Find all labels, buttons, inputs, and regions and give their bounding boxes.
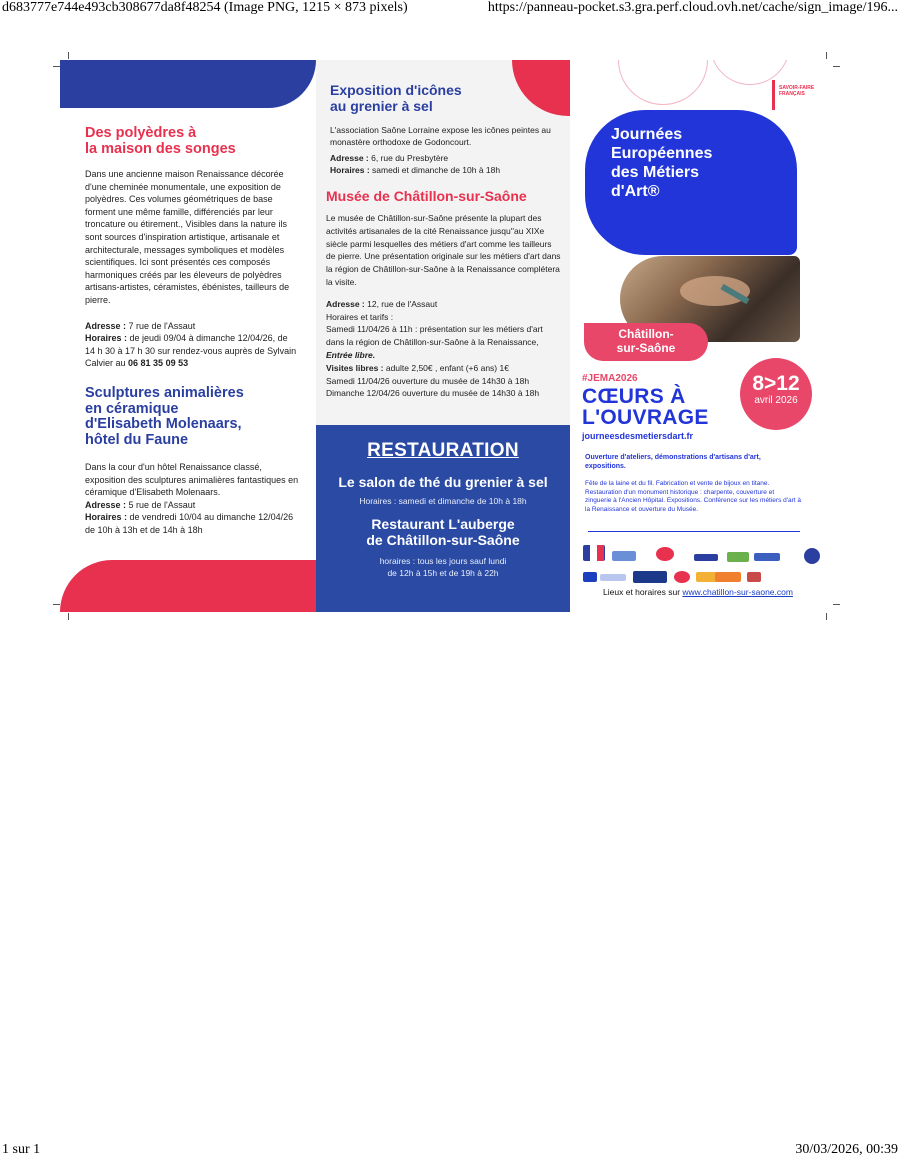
section-hours — [85, 511, 300, 536]
salon-hours: Horaires : samedi et dimanche de 10h à 18h — [359, 496, 527, 506]
date-range: 8>12 — [752, 372, 800, 395]
section-address — [330, 152, 558, 164]
section-title: Sculptures animalières en céramique d'Elisabeth Molenaars, hôtel du Faune — [85, 385, 244, 448]
section-title: Musée de Châtillon-sur-Saône — [326, 188, 527, 204]
dimanche-ouverture: Dimanche 12/04/26 ouverture du musée de 14h30 à 18h — [326, 388, 540, 399]
section-sculptures — [85, 386, 300, 537]
date-month: avril 2026 — [754, 395, 798, 406]
brochure-image — [60, 60, 826, 612]
decor-red-shape — [60, 560, 316, 612]
section-address — [326, 298, 562, 311]
section-body: Le musée de Châtillon-sur-Saône présente la plupart des activités artisanales de la cité Renaissance jusqu''au XIXe siècle parmi lesquelles des métiers d'art comme les tailleurs de pierre. Une présentation originale sur les métiers d'art dans la région de Châtillon-sur-Saône à la Renaissance complétera la visite. — [326, 213, 561, 287]
fete-text: Fête de la laine et du fil. Fabrication et vente de bijoux en titane. Restauration d'un monument historique : charpente, couverture et zinguerie à l'Ancien Hôpital. Expositions. Conférence sur les métiers d'art à la Renaissance et ouverture du Musée. — [585, 480, 802, 513]
address-label: Adresse : — [326, 298, 365, 309]
crop-mark — [53, 604, 60, 605]
address-value: 5 rue de l'Assaut — [126, 499, 196, 510]
website-link[interactable]: www.chatillon-sur-saone.com — [682, 587, 793, 597]
restauration-title: RESTAURATION — [367, 440, 519, 461]
section-restauration — [316, 425, 570, 612]
address-label: Adresse : — [85, 499, 127, 510]
partner-logo — [747, 572, 761, 582]
hours-label: Horaires : — [85, 512, 128, 523]
section-body: Dans une ancienne maison Renaissance décorée d'une cheminée monumentale, une exposition de polyèdres. Ces volumes géométriques de base forment une même famille, différenciés par leur troncature ou étirement., Visibles dans la nature ils sont sources d'inspiration artistique, artisanale et architecturale, messages symboliques et modèles scientifiques. Ici sont présentés ces composés harmoniques créés par les éleveurs de polyèdres artisans-artistes, céramistes, ébénistes, tailleurs de pierre. — [85, 169, 290, 305]
jema-title: Journées Européennes des Métiers d'Art® — [611, 126, 713, 200]
hours-label: Horaires : — [85, 333, 128, 344]
address-value: 6, rue du Presbytère — [368, 153, 449, 163]
section-polyedres — [85, 125, 300, 370]
print-footer-date: 30/03/2026, 00:39 — [795, 1142, 898, 1157]
coeurs-title: CŒURS À L'OUVRAGE — [582, 385, 709, 429]
tarifs-label: Horaires et tarifs : — [326, 311, 394, 322]
date-badge — [740, 358, 812, 430]
hours-label: Horaires : — [330, 165, 370, 175]
eu-flag-logo — [583, 572, 597, 582]
section-hours — [330, 164, 558, 176]
lieux-prefix: Lieux et horaires sur — [603, 587, 683, 597]
hashtag: #JEMA2026 — [582, 373, 638, 384]
partner-logo — [656, 547, 674, 561]
crop-mark — [826, 613, 827, 620]
partner-logo — [754, 553, 780, 561]
restaurant-title: Restaurant L'auberge de Châtillon-sur-Saône — [366, 516, 520, 548]
partner-logo — [804, 548, 820, 564]
hours-value: de vendredi 10/04 au dimanche 12/04/26 de 10h à 13h et de 14h à 18h — [85, 512, 294, 535]
print-header-title: d683777e744e493cb308677da8f48254 (Image PNG, 1215 × 873 pixels) — [2, 0, 408, 15]
visites-value: adulte 2,50€ , enfant (+6 ans) 1€ — [383, 362, 509, 373]
crop-mark — [68, 52, 69, 59]
hands-shape — [680, 276, 750, 306]
address-value: 7 rue de l'Assaut — [126, 320, 196, 331]
salon-title: Le salon de thé du grenier à sel — [338, 474, 548, 490]
entree-libre: Entrée libre. — [326, 349, 376, 360]
section-body: Dans la cour d'un hôtel Renaissance classé, exposition des sculptures animalières fantastiques en céramique d'Elisabeth Molenaars. — [85, 462, 299, 498]
jema-title-card — [585, 110, 797, 255]
panel-right — [570, 60, 826, 612]
place-badge — [584, 323, 708, 361]
partner-logo — [727, 552, 749, 562]
print-footer-page: 1 sur 1 — [2, 1142, 41, 1157]
lieux-line — [570, 587, 826, 597]
section-address — [85, 320, 300, 333]
decor-blue-shape — [60, 60, 316, 108]
address-label: Adresse : — [85, 320, 127, 331]
ouverture-text: Ouverture d'ateliers, démonstrations d'artisans d'art, expositions. — [585, 454, 761, 470]
savoir-faire-text: SAVOIR-FAIRE FRANÇAIS — [779, 85, 815, 97]
decor-ring — [618, 60, 708, 105]
crop-mark — [833, 66, 840, 67]
crop-mark — [68, 613, 69, 620]
samedi-ouverture: Samedi 11/04/26 ouverture du musée de 14h30 à 18h — [326, 375, 530, 386]
hours-value: de jeudi 09/04 à dimanche 12/04/26, de 14 h 30 à 17 h 30 sur rendez-vous auprès de Sylvain Calvier au — [85, 333, 297, 369]
phone-number: 06 81 35 09 53 — [128, 358, 189, 369]
samedi-presentation: Samedi 11/04/26 à 11h : présentation sur les métiers d'art dans la région de Châtillon-sur-Saône à la Renaissance, — [326, 324, 543, 348]
section-title: Des polyèdres à la maison des songes — [85, 125, 236, 157]
ministere-logo — [583, 545, 605, 561]
savoir-faire-logo — [772, 80, 816, 110]
partner-logo — [674, 571, 690, 583]
crop-mark — [53, 66, 60, 67]
crop-mark — [826, 52, 827, 59]
address-label: Adresse : — [330, 153, 369, 163]
divider — [588, 531, 800, 532]
panel-middle — [316, 60, 570, 612]
print-header-url: https://panneau-pocket.s3.gra.perf.cloud.ovh.net/cache/sign_image/196... — [487, 0, 898, 15]
section-musee — [326, 188, 562, 400]
partner-logo — [715, 572, 741, 582]
grand-est-logo — [633, 571, 667, 583]
visites-libres — [326, 362, 562, 375]
section-expo-details — [330, 124, 558, 176]
section-title: Exposition d'icônes au grenier à sel — [330, 82, 462, 114]
restaurant-hours: horaires : tous les jours sauf lundi de 12h à 15h et de 19h à 22h — [379, 556, 507, 578]
panel-left — [60, 60, 316, 612]
hours-value: samedi et dimanche de 10h à 18h — [369, 165, 501, 175]
section-body: L'association Saône Lorraine expose les icônes peintes au monastère orthodoxe de Godoncourt. — [330, 125, 551, 147]
section-hours — [85, 332, 300, 370]
jema-website: journeesdesmetiersdart.fr — [582, 431, 694, 441]
section-address — [85, 499, 300, 512]
crop-mark — [833, 604, 840, 605]
visites-label: Visites libres : — [326, 362, 384, 373]
partner-logo — [600, 574, 626, 581]
address-value: 12, rue de l'Assaut — [364, 298, 438, 309]
section-expo-icones — [330, 83, 516, 114]
partner-logo — [612, 551, 636, 561]
place-name: Châtillon- sur-Saône — [616, 327, 676, 355]
france-logo — [694, 554, 718, 561]
